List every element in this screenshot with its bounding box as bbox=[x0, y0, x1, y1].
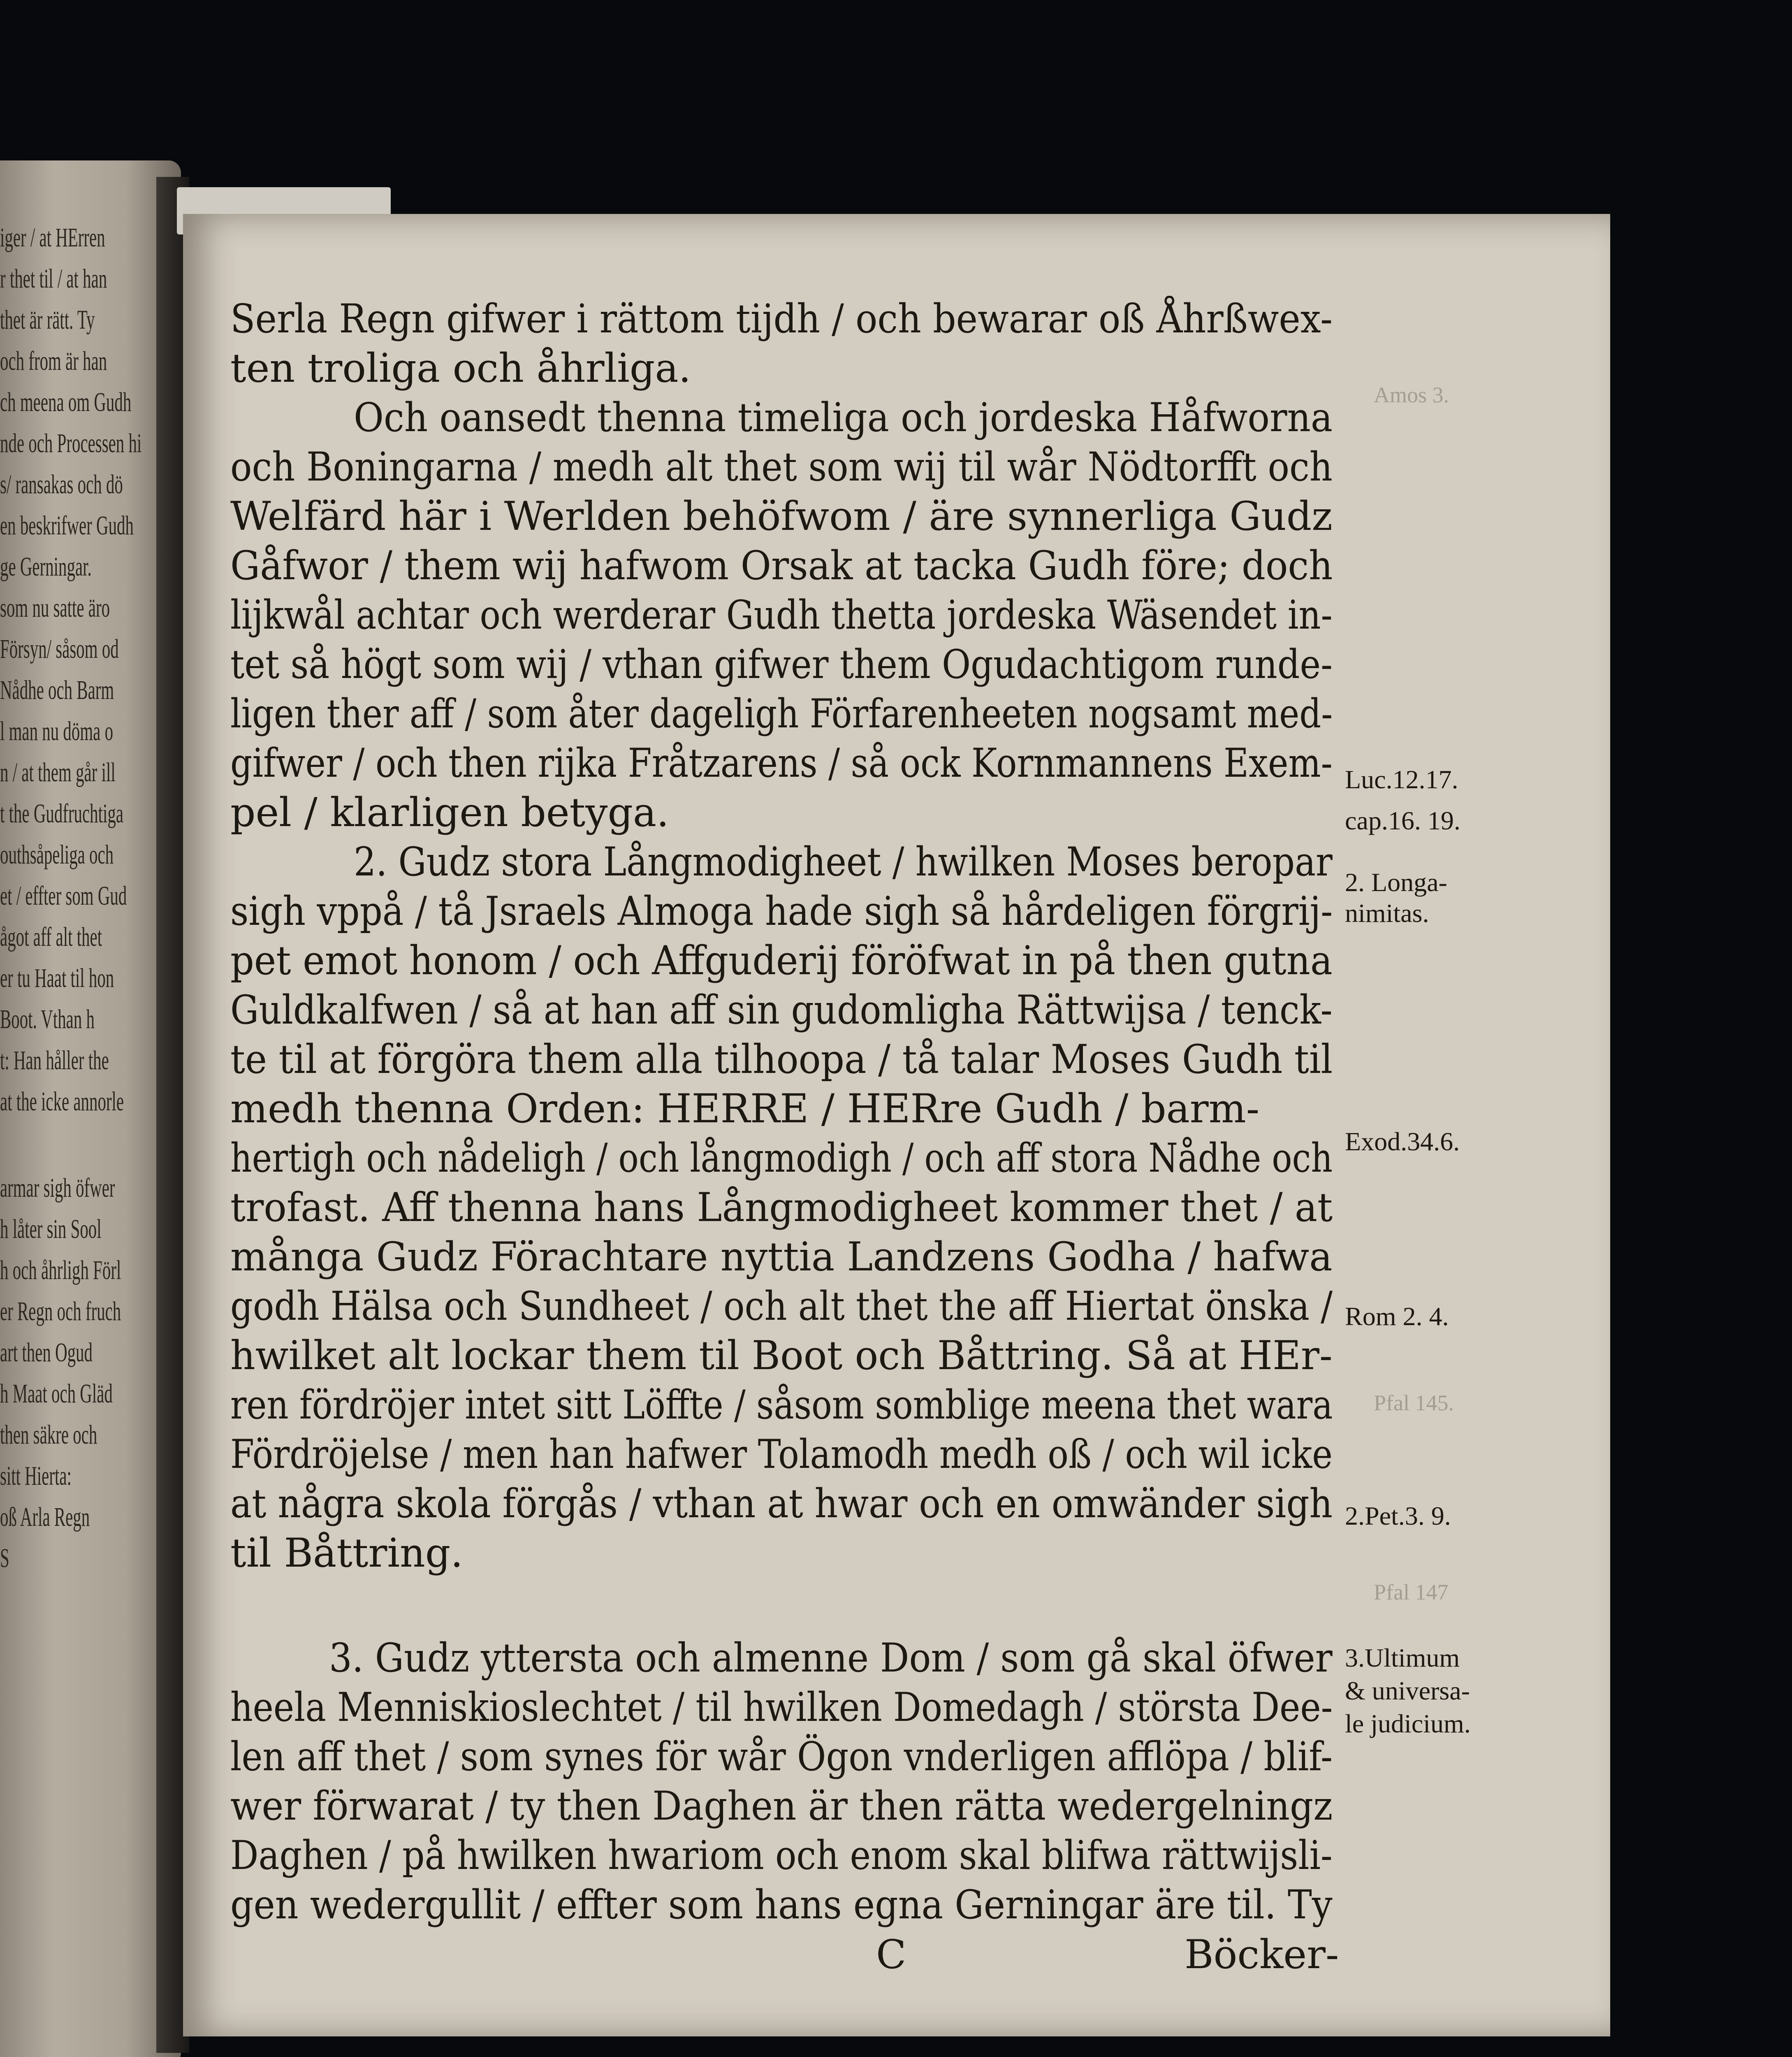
text-line: många Gudz Förachtare nyttia Landzens Godha / hafwa bbox=[230, 1234, 1333, 1280]
left-page-line: ch meena om Gudh bbox=[0, 387, 132, 417]
text-line: ten troliga och åhrliga. bbox=[230, 345, 691, 391]
text-line: len aff thet / som synes för wår Ögon vnderligen afflöpa / blif- bbox=[230, 1734, 1333, 1780]
left-page-line: ge Gerningar. bbox=[0, 552, 92, 582]
left-page-line: oß Arla Regn bbox=[0, 1502, 90, 1532]
text-line: Daghen / på hwilken hwariom och enom skal blifwa rättwijsli- bbox=[230, 1832, 1333, 1878]
left-page-line: h och åhrligh Förl bbox=[0, 1255, 121, 1285]
margin-note: nimitas. bbox=[1345, 898, 1429, 928]
text-line: ligen ther aff / som åter dageligh Förfarenheeten nogsamt med- bbox=[230, 691, 1333, 737]
left-page-line: at the icke annorle bbox=[0, 1087, 124, 1117]
left-page-line: armar sigh öfwer bbox=[0, 1173, 115, 1203]
show-through-text: Amos 3. bbox=[1374, 383, 1449, 407]
text-line: Fördröjelse / men han hafwer Tolamodh medh oß / och wil icke bbox=[230, 1431, 1333, 1477]
text-line: heela Menniskioslechtet / til hwilken Domedagh / största Dee- bbox=[230, 1684, 1333, 1730]
text-line: godh Hälsa och Sundheet / och alt thet the aff Hiertat önska / bbox=[230, 1283, 1333, 1329]
margin-note: Exod.34.6. bbox=[1345, 1127, 1460, 1156]
show-through-text: Pfal 145. bbox=[1374, 1391, 1454, 1415]
left-page-line: Nådhe och Barm bbox=[0, 675, 114, 705]
text-line: 2. Gudz stora Långmodigheet / hwilken Moses beropar bbox=[354, 839, 1333, 885]
left-page-line: s/ ransakas och dö bbox=[0, 469, 123, 499]
margin-note: & universa- bbox=[1345, 1676, 1470, 1705]
text-line: hwilket alt lockar them til Boot och Båttring. Så at HEr- bbox=[230, 1333, 1333, 1379]
text-line: Och oansedt thenna timeliga och jordeska Håfworna bbox=[354, 395, 1333, 441]
left-page-line: n / at them går ill bbox=[0, 757, 116, 787]
margin-note: Rom 2. 4. bbox=[1345, 1302, 1449, 1331]
text-line: lijkwål achtar och werderar Gudh thetta jordeska Wäsendet in- bbox=[230, 592, 1333, 638]
text-line: gen wedergullit / effter som hans egna Gerningar äre til. Ty bbox=[230, 1882, 1333, 1928]
left-page-line: art then Ogud bbox=[0, 1337, 93, 1367]
text-line: trofast. Aff thenna hans Långmodigheet kommer thet / at bbox=[230, 1184, 1333, 1230]
left-page-line: er tu Haat til hon bbox=[0, 963, 114, 993]
left-page-line: t the Gudfruchtiga bbox=[0, 799, 123, 829]
left-page-line: Boot. Vthan h bbox=[0, 1004, 95, 1034]
text-line: Welfärd här i Werlden behöfwom / äre synnerliga Gudz bbox=[230, 493, 1333, 539]
text-line: at några skola förgås / vthan at hwar och en omwänder sigh bbox=[230, 1481, 1333, 1527]
left-page-line: S bbox=[0, 1543, 9, 1573]
text-line: sigh vppå / tå Jsraels Almoga hade sigh så hårdeligen förgrij- bbox=[230, 888, 1333, 934]
left-page-line: et / effter som Gud bbox=[0, 881, 127, 911]
text-line: 3. Gudz yttersta och almenne Dom / som gå skal öfwer bbox=[329, 1635, 1333, 1681]
left-page-line: ågot aff alt thet bbox=[0, 922, 102, 952]
left-page-line: och from är han bbox=[0, 346, 107, 376]
left-page-line: t: Han håller the bbox=[0, 1045, 109, 1075]
show-through-text: Pfal 147 bbox=[1374, 1580, 1449, 1604]
text-line: medh thenna Orden: HERRE / HERre Gudh / barm- bbox=[230, 1086, 1260, 1132]
text-line: tet så högt som wij / vthan gifwer them Ogudachtigom runde- bbox=[230, 641, 1333, 687]
text-line: pet emot honom / och Affguderij föröfwat in på then gutna bbox=[230, 938, 1333, 984]
left-page-line: en beskrifwer Gudh bbox=[0, 511, 134, 541]
signature-mark: C bbox=[876, 1932, 906, 1978]
left-page-line: er Regn och fruch bbox=[0, 1296, 121, 1326]
text-line: Serla Regn gifwer i rättom tijdh / och bewarar oß Åhrßwex- bbox=[230, 296, 1333, 342]
margin-note: 2. Longa- bbox=[1345, 868, 1447, 897]
left-page-line: Försyn/ såsom od bbox=[0, 634, 119, 664]
text-line: Guldkalfwen / så at han aff sin gudomligha Rättwijsa / tenck- bbox=[230, 987, 1333, 1033]
left-page-line: then säkre och bbox=[0, 1420, 97, 1450]
text-line: pel / klarligen betyga. bbox=[230, 789, 669, 836]
left-page bbox=[0, 160, 181, 2057]
text-line: te til at förgöra them alla tilhoopa / tå talar Moses Gudh til bbox=[230, 1036, 1333, 1082]
text-line: til Båttring. bbox=[230, 1530, 463, 1576]
text-line: ren fördröjer intet sitt Löffte / såsom somblige meena thet wara bbox=[230, 1382, 1333, 1428]
left-page-line: sitt Hierta: bbox=[0, 1461, 72, 1491]
margin-note: le judicium. bbox=[1345, 1709, 1471, 1738]
left-page-line: som nu satte äro bbox=[0, 593, 110, 623]
margin-note: 2.Pet.3. 9. bbox=[1345, 1501, 1451, 1530]
left-page-line: outhsåpeliga och bbox=[0, 840, 114, 870]
left-page-line: iger / at HErren bbox=[0, 223, 105, 253]
left-page-line: l man nu döma o bbox=[0, 716, 114, 746]
text-line: gifwer / och then rijka Fråtzarens / så ock Kornmannens Exem- bbox=[230, 740, 1333, 786]
margin-note: 3.Ultimum bbox=[1345, 1643, 1460, 1672]
margin-note: Luc.12.17. bbox=[1345, 765, 1458, 794]
left-page-line: thet är rätt. Ty bbox=[0, 305, 95, 335]
text-line: Gåfwor / them wij hafwom Orsak at tacka Gudh före; doch bbox=[230, 543, 1333, 589]
catchword: Böcker- bbox=[1185, 1932, 1339, 1978]
text-line: och Boningarna / medh alt thet som wij til wår Nödtorfft och bbox=[230, 444, 1333, 490]
left-page-line: h låter sin Sool bbox=[0, 1214, 102, 1244]
text-line: wer förwarat / ty then Daghen är then rätta wedergelningz bbox=[230, 1783, 1333, 1829]
text-line: hertigh och nådeligh / och långmodigh / och aff stora Nådhe och bbox=[230, 1135, 1333, 1181]
left-page-line: h Maat och Gläd bbox=[0, 1379, 113, 1409]
margin-note: cap.16. 19. bbox=[1345, 806, 1460, 835]
left-page-line: nde och Processen hi bbox=[0, 428, 142, 458]
left-page-line: r thet til / at han bbox=[0, 264, 107, 294]
